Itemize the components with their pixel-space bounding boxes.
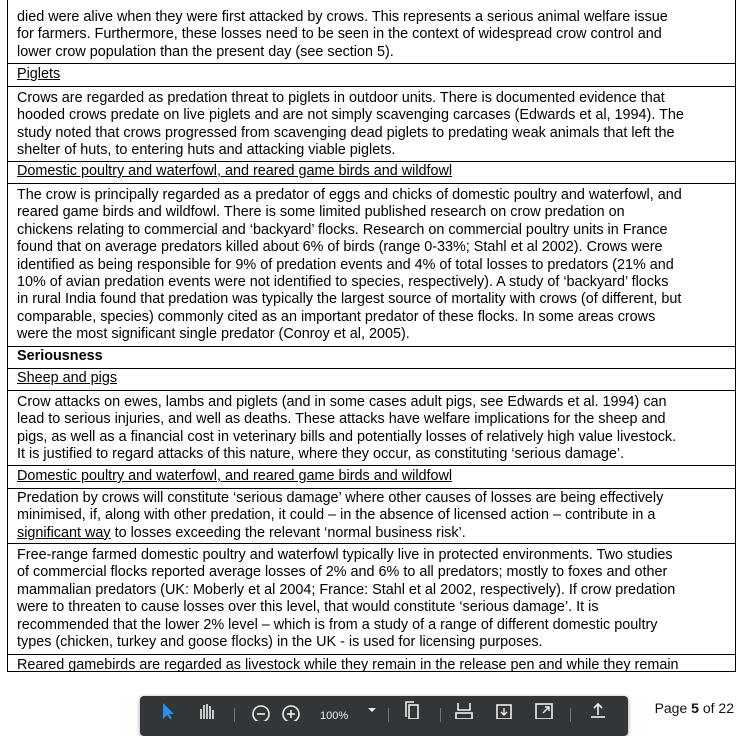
text-line: It is justified to regard attacks of this nature, where they occur, as constituting ‘serious damage’.: [17, 446, 625, 463]
toolbar-divider: [570, 708, 571, 722]
text-line: study noted that crows progressed from scavenging dead piglets to predating weak animals that left the: [17, 124, 675, 141]
text-line: were to threaten to cause losses over this level, that would constitute ‘serious damage’. It is: [17, 599, 599, 616]
heading-poultry-2: Domestic poultry and waterfowl, and reared game birds and wildfowl: [17, 468, 453, 484]
heading-poultry: Domestic poultry and waterfowl, and reared game birds and wildfowl: [17, 163, 453, 179]
page-label: Page: [654, 700, 688, 716]
text-line: Crows are regarded as predation threat to piglets in outdoor units. There is documented evidence that: [17, 90, 665, 106]
table-rule: [8, 183, 735, 184]
text-line: in rural India found that predation was typically the largest source of mortality with crows (of different, but: [17, 291, 682, 308]
table-rule: [8, 63, 735, 64]
text-line: identified as being responsible for 9% of predation events and 4% of total losses to predators (21% and: [17, 256, 674, 273]
text-line: of commercial flocks reported average losses of 2% and 6% to all predators; mostly to foxes and other: [17, 564, 668, 581]
save-icon[interactable]: [452, 696, 476, 723]
hand-tool-icon[interactable]: [194, 696, 218, 723]
text-line: comparable, species) commonly cited as an important predator of these flocks. In some areas crows: [17, 308, 656, 325]
significant-way-link[interactable]: significant way: [17, 524, 111, 541]
table-rule: [8, 86, 735, 87]
table-rule: [8, 390, 735, 391]
copy-icon[interactable]: [400, 696, 424, 723]
paragraph-poultry: [17, 187, 729, 344]
text-line: minimised, if, along with other predation, it could – in the absence of licensed action – contribute in a: [17, 507, 656, 524]
text-line: mammalian predators (UK: Moberly et al 2004; France: Stahl et al 2002, respectively). If crow predation: [17, 581, 676, 598]
document-page: [7, 0, 736, 672]
text-line: shelter of huts, to entering huts and attacking viable piglets.: [17, 142, 396, 159]
toolbar-divider: [234, 708, 235, 722]
zoom-in-icon[interactable]: [278, 696, 304, 723]
text-line: types (chicken, turkey and goose flocks) in the UK - is used for licensing purposes.: [17, 633, 543, 650]
current-page: 5: [691, 700, 699, 716]
zoom-out-icon[interactable]: [248, 696, 274, 723]
export-icon[interactable]: [492, 696, 516, 723]
text-line: The crow is principally regarded as a predator of eggs and chicks of domestic poultry and waterfowl, and: [17, 187, 682, 203]
share-icon[interactable]: [586, 696, 610, 723]
page-of-label: of: [702, 700, 715, 716]
text-line: chickens relating to commercial and ‘backyard’ flocks. Research on commercial poultry units in France: [17, 221, 668, 238]
text-fragment: to losses exceeding the relevant ‘normal business risk’.: [110, 524, 466, 541]
zoom-level[interactable]: 100%: [320, 710, 349, 722]
paragraph-reared-gamebirds: Reared gamebirds are regarded as livestock while they remain in the release pen and while they remain: [17, 657, 679, 672]
table-rule: [8, 654, 735, 655]
paragraph-intro: [17, 9, 729, 61]
text-line: [17, 525, 729, 542]
text-line: for farmers. Furthermore, these losses need to be seen in the context of widespread crow control and: [17, 26, 662, 43]
text-line: lower crow population than the present day (see section 5).: [17, 43, 394, 60]
table-rule: [8, 465, 735, 466]
fullscreen-icon[interactable]: [532, 696, 556, 723]
heading-sheep-pigs: Sheep and pigs: [17, 370, 118, 386]
table-rule: [8, 161, 735, 162]
table-rule: [8, 543, 735, 544]
total-pages: 22: [718, 700, 734, 716]
text-line: pigs, as well as a financial cost in veterinary bills and potentially losses of relatively high value livestock.: [17, 428, 677, 445]
paragraph-predation: [17, 490, 729, 542]
text-line: lead to serious injuries, and well as deaths. These attacks have welfare implications for the sheep and: [17, 411, 666, 428]
text-line: died were alive when they were first attacked by crows. This represents a serious animal welfare issue: [17, 9, 668, 25]
paragraph-piglets: [17, 90, 729, 160]
toolbar-divider: [440, 708, 441, 722]
table-rule: [8, 368, 735, 369]
table-rule: [8, 346, 735, 347]
text-line: 10% of avian predation events were not identified to species, respectively). A study of ‘backyard’ flocks: [17, 273, 669, 290]
text-line: found that on average predators killed about 6% of birds (range 0-33%; Stahl et al 2002). Crows were: [17, 239, 663, 256]
toolbar-divider: [388, 708, 389, 722]
paragraph-free-range: [17, 547, 729, 651]
text-line: were the most significant single predator (Conroy et al, 2005).: [17, 326, 410, 343]
text-line: Crow attacks on ewes, lambs and piglets (and in some cases adult pigs, see Edwards et al. 1994) can: [17, 394, 667, 410]
table-rule: [8, 488, 735, 489]
pdf-toolbar: [140, 696, 628, 736]
page-indicator: [655, 700, 734, 716]
text-line: recommended that the lower 2% level – which is from a study of a range of different domestic poultry: [17, 616, 658, 633]
zoom-dropdown-icon[interactable]: [366, 696, 378, 723]
text-line: Free-range farmed domestic poultry and waterfowl typically live in protected environments. Two studies: [17, 547, 673, 563]
text-line: reared game birds and wildfowl. There is some limited published research on crow predation on: [17, 204, 625, 221]
paragraph-sheep-pigs: [17, 394, 729, 464]
heading-piglets: Piglets: [17, 66, 61, 82]
select-pointer-icon[interactable]: [158, 696, 178, 723]
text-line: hooded crows predate on live piglets and are not simply scavenging carcases (Edwards et al, 1994). The: [17, 107, 684, 124]
heading-seriousness: Seriousness: [17, 348, 103, 364]
text-line: Predation by crows will constitute ‘serious damage’ where other causes of losses are being effectively: [17, 490, 664, 506]
